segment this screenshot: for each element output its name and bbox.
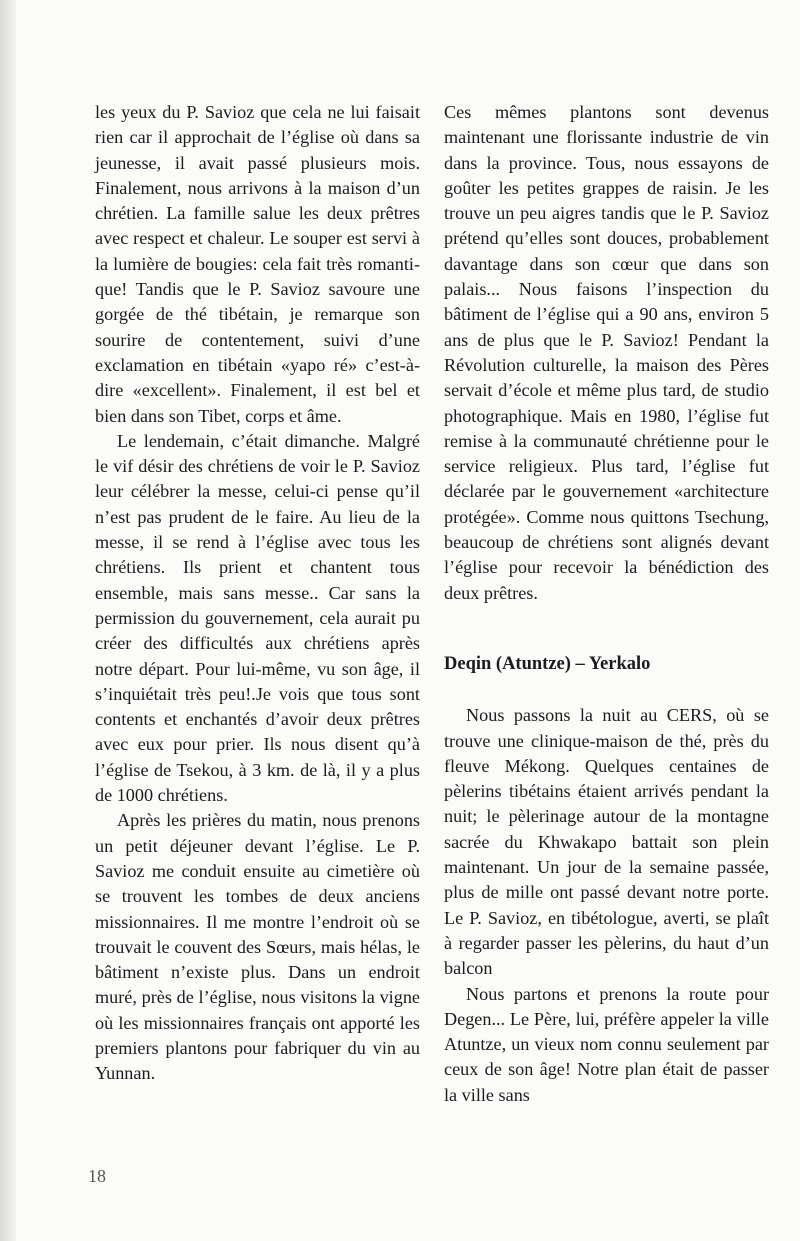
left-column [95, 100, 420, 1087]
page-gutter-shadow [0, 0, 16, 1241]
paragraph: Nous partons et prenons la route pour Degen... Le Père, lui, préfère appeler la ville Atuntze, un vieux nom connu seulement par ceux de son âge! Notre plan était de passer la ville sans [444, 983, 769, 1105]
paragraph: Ces mêmes plantons sont devenus maintenant une florissante industrie de vin dans la province. Tous, nous essayons de goûter les petites grappes de raisin. Je les trouve un peu aigres tandis que le P. Savioz prétend qu’elles sont douces, probablement davantage dans son cœur que dans son palais... Nous faisons l’inspection du bâtiment de l’église qui a 90 ans, environ 5 ans de plus que le P. Savioz! Pendant la Révolution culturelle, la maison des Pères servait d’école et même plus tard, de studio photographique. Mais en 1980, l’église fut remise à la communauté chrétienne pour le service religieux. Plus tard, l’église fut déclarée par le gouvernement «architecture protégée». Comme nous quittons Tsechung, beaucoup de chrétiens sont alignés devant l’église pour recevoir la bénédiction des deux prêtres. [444, 102, 769, 603]
paragraph: Le lendemain, c’était dimanche. Malgré le vif désir des chrétiens de voir le P. Savioz leur célébrer la messe, celui-ci pense qu’il n’est pas prudent de le faire. Au lieu de la messe, il se rend à l’église avec tous les chrétiens. Ils prient et chantent tous ensemble, mais sans messe.. Car sans la permission du gouvernement, cela aurait pu créer des difficultés aux chrétiens après notre départ. Pour lui-même, vu son âge, il s’inquiétait très peu!.Je vois que tous sont contents et enchantés d’avoir deux prêtres avec eux pour prier. Ils nous disent qu’à l’église de Tsekou, à 3 km. de là, il y a plus de 1000 chrétiens. [95, 430, 420, 806]
paragraph: Après les prières du matin, nous prenons un petit déjeuner devant l’église. Le P. Savioz me conduit ensuite au cimetière où se trouvent les tombes de deux anciens missionnaires. Il me montre l’endroit où se trouvait le couvent des Sœurs, mais hélas, le bâtiment n’existe plus. Dans un endroit muré, près de l’église, nous visitons la vigne où les missionnaires français ont apporté les premiers plantons pour fabriquer du vin au Yunnan. [95, 810, 420, 1084]
paragraph: Nous passons la nuit au CERS, où se trouve une clinique-maison de thé, près du fleuve Mékong. Quelques centaines de pèlerins tibétains étaient arrivés pendant la nuit; le pèlerinage autour de la montagne sacrée du Khwakapo battait son plein maintenant. Un jour de la semaine passée, plus de mille ont passé devant notre porte. Le P. Savioz, en tibétologue, averti, se plaît à regarder passer les pèlerins, du haut d’un balcon [444, 705, 769, 979]
right-column [444, 100, 769, 1108]
page-number: 18 [88, 1166, 106, 1186]
paragraph: les yeux du P. Savioz que cela ne lui faisait rien car il approchait de l’église où dans sa jeunesse, il avait passé plusieurs mois. Finalement, nous arrivons à la maison d’un chrétien. La famille salue les deux prêtres avec respect et chaleur. Le souper est servi à la lumière de bougies: cela fait très romantique! Tandis que le P. Savioz savoure une gorgée de thé tibétain, je remarque son sourire de contentement, suivi d’une exclamation en tibétain «yapo ré» c’est-à-dire «excellent». Finalement, il est bel et bien dans son Tibet, corps et âme. [95, 102, 420, 426]
section-heading: Deqin (Atuntze) – Yerkalo [444, 653, 651, 674]
